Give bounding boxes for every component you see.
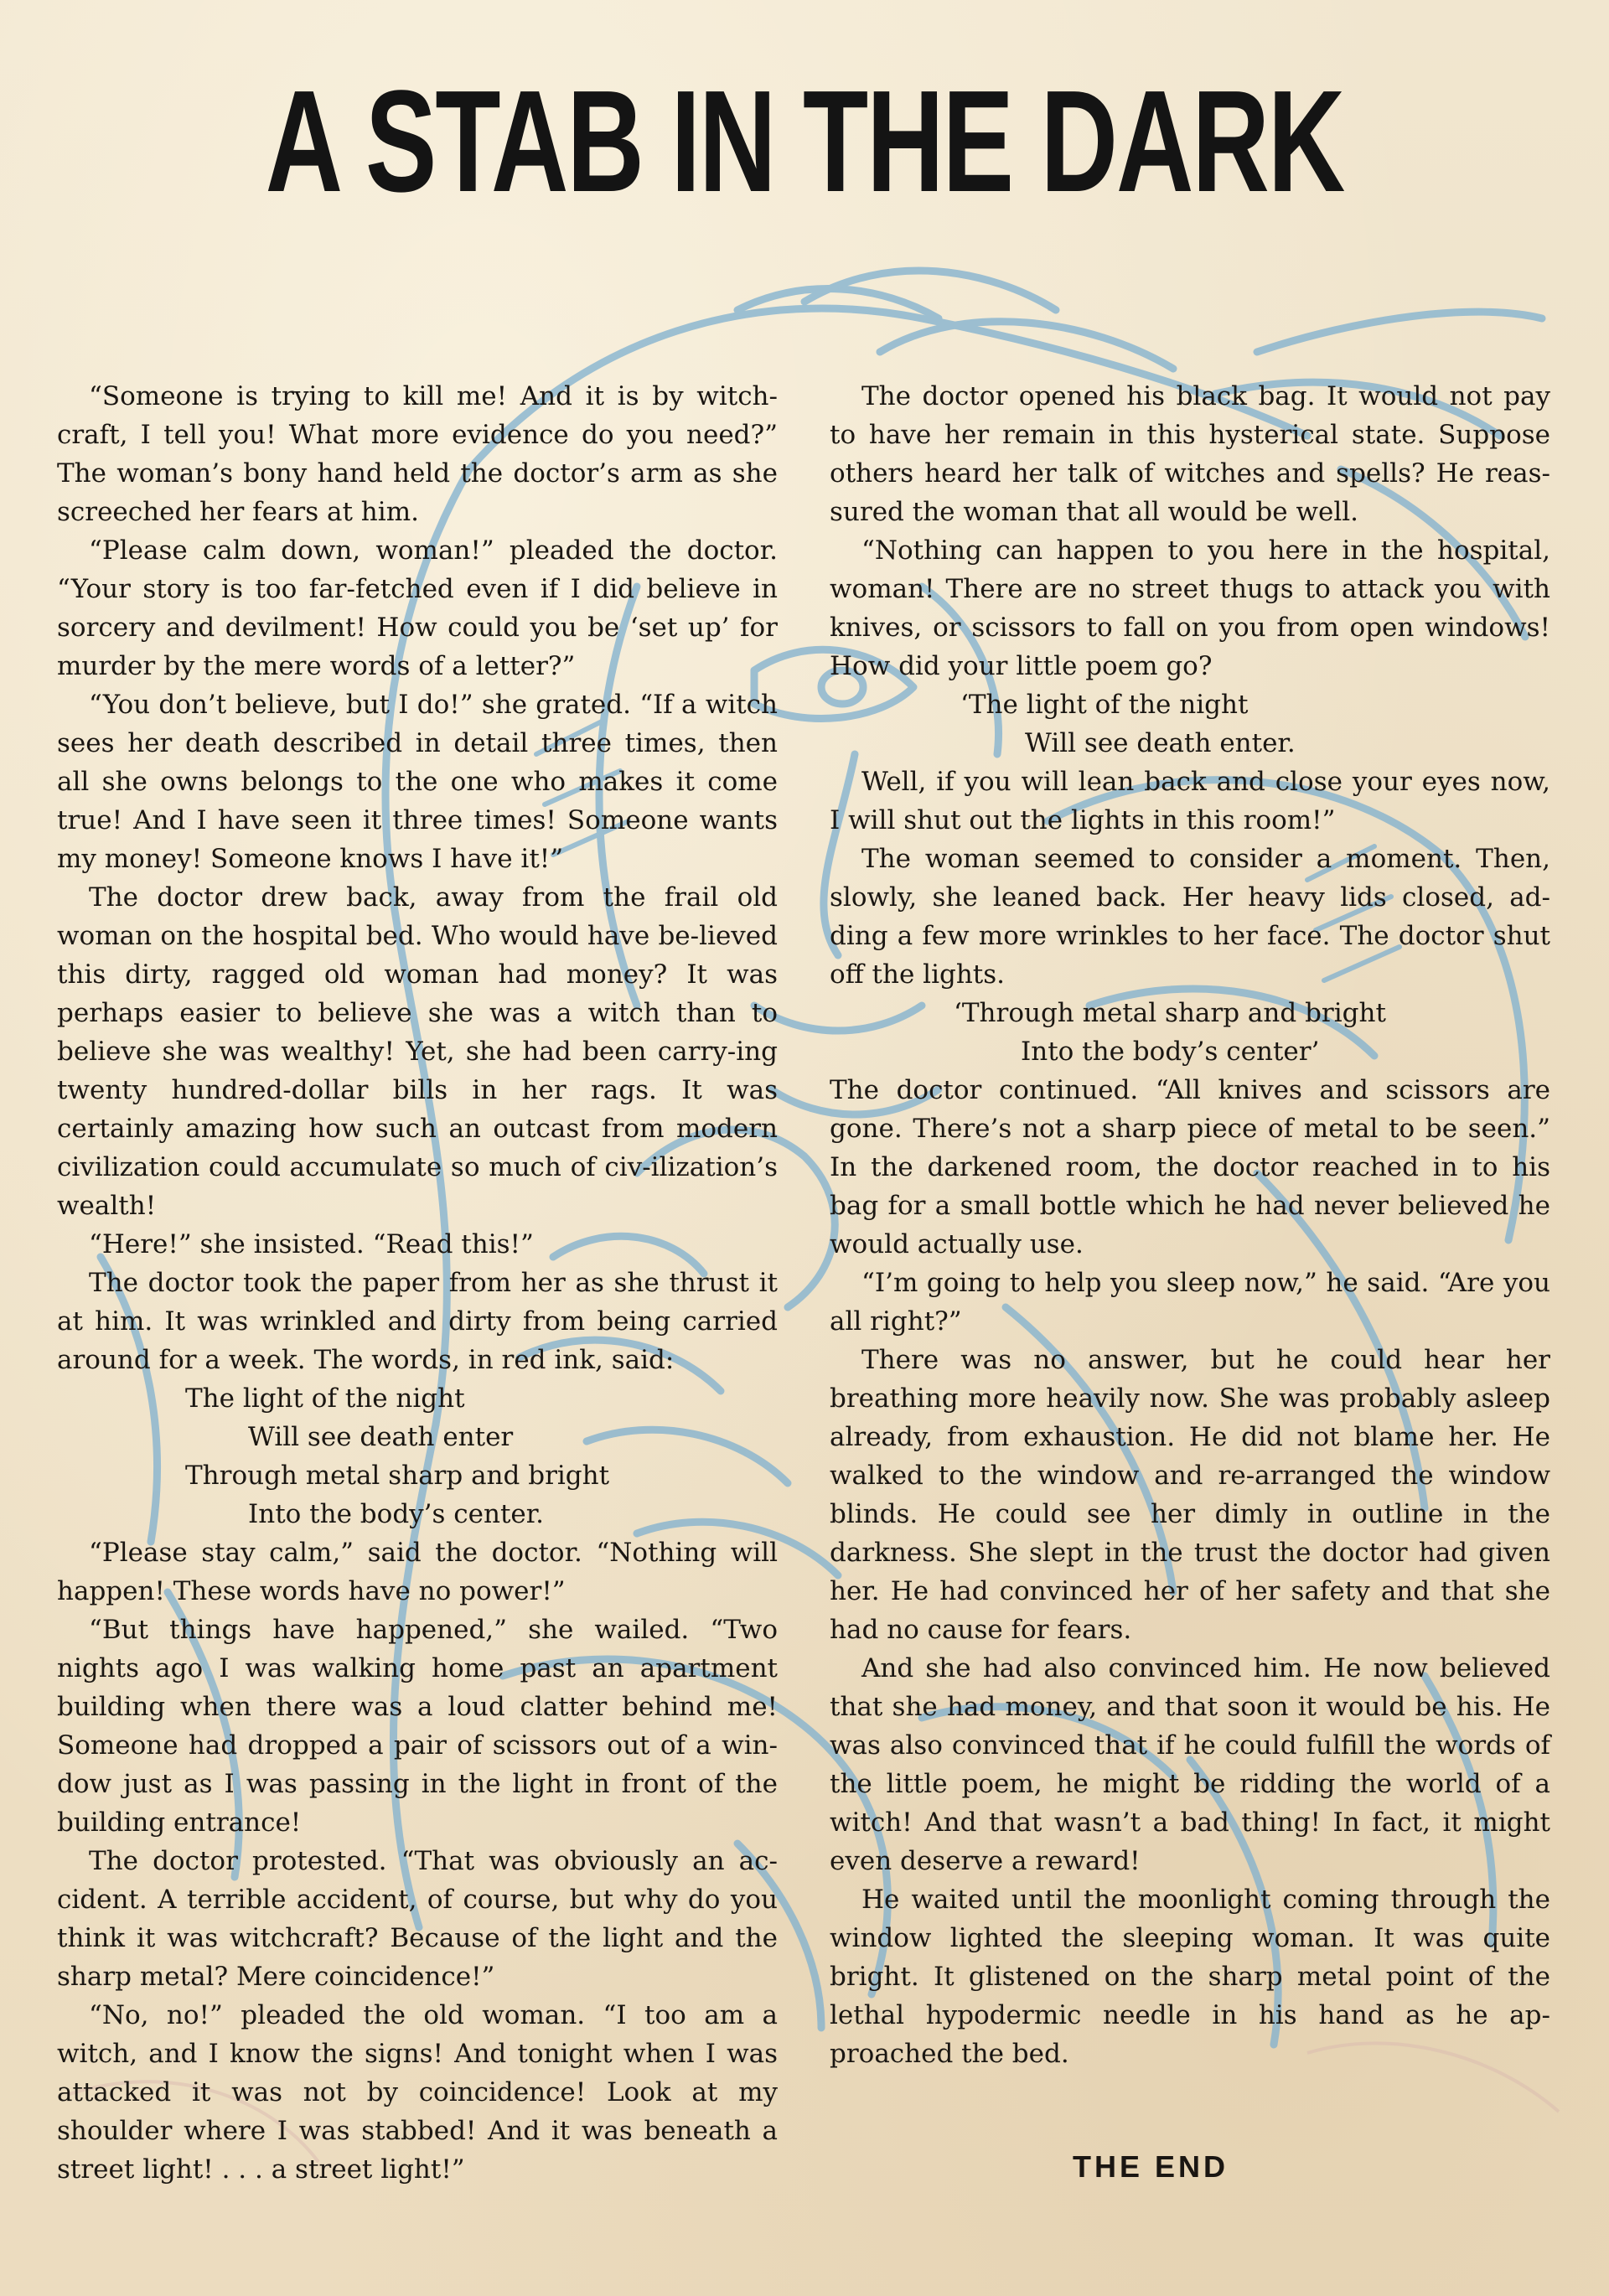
paragraph: The doctor took the paper from her as she thrust it at him. It was wrinkled and dirty from being carried around for a week. The words, in red ink, said: (57, 1268, 778, 1375)
poem-line: Into the body’s center. (248, 1499, 545, 1529)
paragraph: “Please stay calm,” said the doctor. “Nothing will happen! These words have no power!” (57, 1538, 778, 1606)
paragraph: “But things have happened,” she wailed. “Two nights ago I was walking home past an apartment building when there was a loud clatter behind me! Someone had dropped a pair of scissors out of a win-dow just as I was passing in the light in front of the building entrance! (57, 1615, 778, 1838)
paragraph: “Please calm down, woman!” pleaded the doctor. “Your story is too far-fetched even if I did believe in sorcery and devilment! How could you be ‘set up’ for murder by the mere words of a letter?” (57, 535, 778, 681)
paragraph: The doctor opened his black bag. It would not pay to have her remain in this hysterical state. Suppose others heard her talk of witches and spells? He reas-sured the woman that all would be well. (830, 381, 1550, 527)
paragraph: The doctor protested. “That was obviously an ac-cident. A terrible accident, of course, but why do you think it was witchcraft? Because of the light and the sharp metal? Mere coincidence!” (57, 1846, 778, 1992)
paragraph: The doctor continued. “All knives and scissors are gone. There’s not a sharp piece of metal to be seen.” In the darkened room, the doctor reached in to his bag for a small bottle which he had never believed he would actually use. (830, 1075, 1550, 1259)
paragraph: He waited until the moonlight coming through the window lighted the sleeping woman. It was quite bright. It glistened on the sharp metal point of the lethal hypodermic needle in his hand as he ap-proached the bed. (830, 1885, 1550, 2069)
paragraph: “Someone is trying to kill me! And it is by witch-craft, I tell you! What more evidence do you need?” The woman’s bony hand held the doctor’s arm as she screeched her fears at him. (57, 381, 778, 527)
poem-line: ‘Through metal sharp and bright (954, 998, 1386, 1028)
right-column (830, 377, 1550, 2073)
paragraph: The doctor drew back, away from the frail old woman on the hospital bed. Who would have be-lieved this dirty, ragged old woman had money? It was perhaps easier to believe she was a witch than to believe she was wealthy! Yet, she had been carry-ing twenty hundred-dollar bills in her rags. It was certainly amazing how such an outcast from modern civilization could accumulate so much of civ-ilization’s wealth! (57, 882, 778, 1221)
paragraph: “Nothing can happen to you here in the hospital, woman! There are no street thugs to attack you with knives, or scissors to fall on you from open windows! How did your little poem go? (830, 535, 1550, 681)
paragraph: And she had also convinced him. He now believed that she had money, and that soon it would be his. He was also convinced that if he could fulfill the words of the little poem, he might be ridding the world of a witch! And that wasn’t a bad thing! In fact, it might even deserve a reward! (830, 1653, 1550, 1876)
poem-line: Into the body’s center’ (1021, 1037, 1320, 1067)
paragraph: “Here!” she insisted. “Read this!” (89, 1229, 534, 1259)
paragraph: Well, if you will lean back and close your eyes now, I will shut out the lights in this room!” (830, 767, 1550, 835)
poem-line: ‘The light of the night (960, 690, 1249, 720)
poem-line: The light of the night (185, 1383, 465, 1414)
story-title: A STAB IN THE DARK (265, 60, 1344, 223)
the-end-label: THE END (1073, 2149, 1229, 2184)
poem-line: Will see death enter (248, 1422, 514, 1452)
paragraph: The woman seemed to consider a moment. Then, slowly, she leaned back. Her heavy lids closed, ad-ding a few more wrinkles to her face. The doctor shut off the lights. (830, 844, 1550, 990)
poem-line: Will see death enter. (1025, 728, 1296, 758)
paragraph: “I’m going to help you sleep now,” he said. “Are you all right?” (830, 1268, 1550, 1337)
paragraph: “No, no!” pleaded the old woman. “I too am a witch, and I know the signs! And tonight when I was attacked it was not by coincidence! Look at my shoulder where I was stabbed! And it was beneath a street light! . . . a street light!” (57, 2000, 778, 2185)
left-column (57, 377, 778, 2189)
paragraph: “You don’t believe, but I do!” she grated. “If a witch sees her death described in detail three times, then all she owns belongs to the one who makes it come true! And I have seen it three times! Someone wants my money! Someone knows I have it!” (57, 690, 778, 874)
poem-line: Through metal sharp and bright (185, 1461, 610, 1491)
paragraph: There was no answer, but he could hear her breathing more heavily now. She was probably asleep already, from exhaustion. He did not blame her. He walked to the window and re-arranged the window blinds. He could see her dimly in outline in the darkness. She slept in the trust the doctor had given her. He had convinced her of her safety and that she had no cause for fears. (830, 1345, 1550, 1645)
